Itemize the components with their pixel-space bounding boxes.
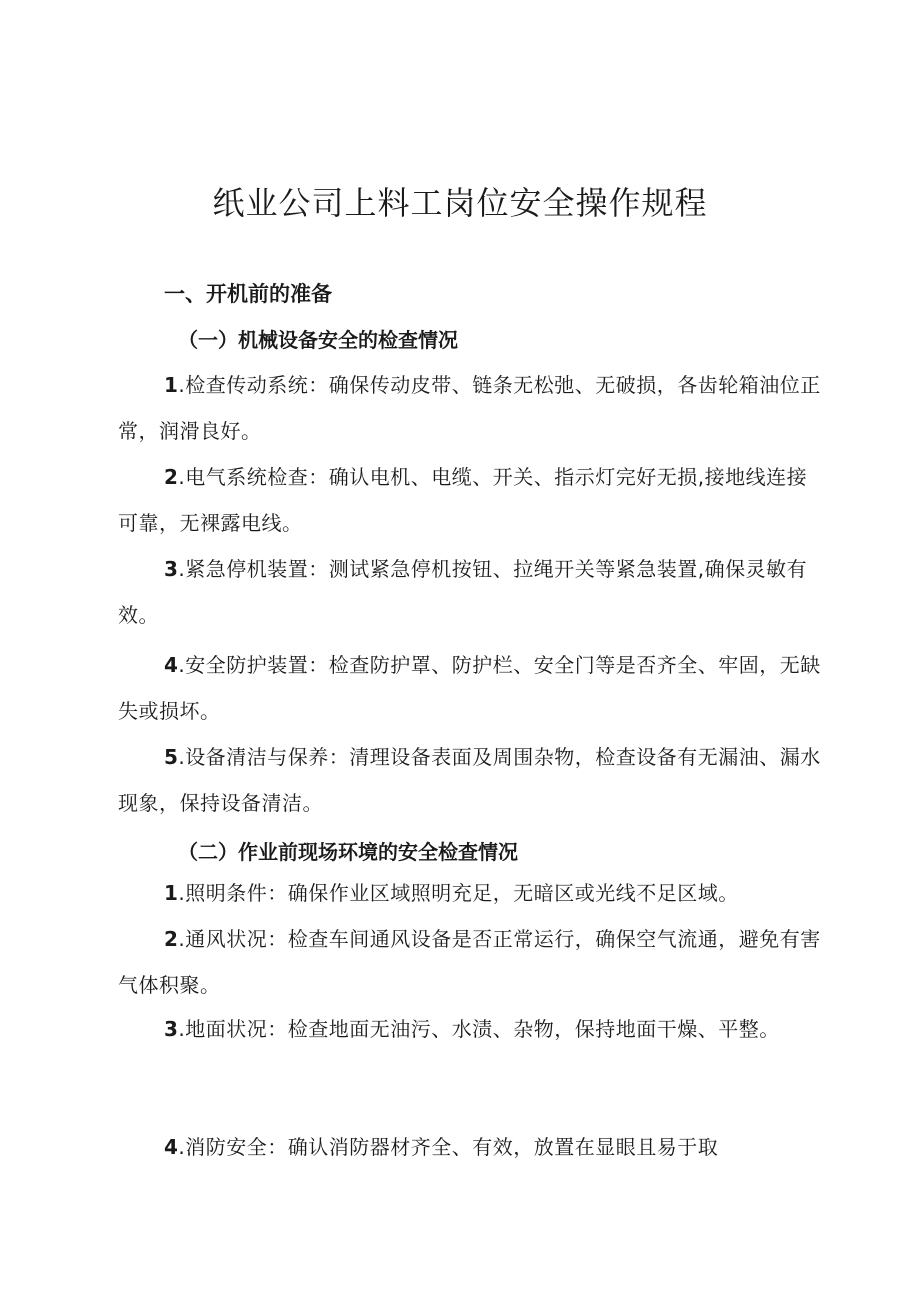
item-number: 5 <box>164 745 179 769</box>
subsection-heading-1: （一）机械设备安全的检查情况 <box>178 328 458 352</box>
paragraph-item <box>118 546 823 638</box>
item-number: 2 <box>164 927 179 951</box>
item-text: .检查传动系统：确保传动皮带、链条无松弛、无破损，各齿轮箱油位正常，润滑良好。 <box>118 373 821 443</box>
item-number: 1 <box>164 373 179 397</box>
item-text: .地面状况：检查地面无油污、水渍、杂物，保持地面干燥、平整。 <box>178 1017 780 1041</box>
item-number: 2 <box>164 465 179 489</box>
item-number: 3 <box>164 1017 179 1041</box>
section-heading-1: 一、开机前的准备 <box>164 282 332 306</box>
item-text: .消防安全：确认消防器材齐全、有效，放置在显眼且易于取 <box>178 1135 719 1159</box>
item-text: .电气系统检查：确认电机、电缆、开关、指示灯完好无损,接地线连接可靠，无裸露电线。 <box>118 465 808 535</box>
paragraph-item <box>118 916 823 1008</box>
item-text: .安全防护装置：检查防护罩、防护栏、安全门等是否齐全、牢固，无缺失或损坏。 <box>118 653 821 723</box>
document-title: 纸业公司上料工岗位安全操作规程 <box>212 184 708 222</box>
item-number: 4 <box>164 1135 179 1159</box>
paragraph-item <box>118 734 823 826</box>
paragraph-item <box>118 454 823 546</box>
paragraph-item <box>118 1124 823 1170</box>
paragraph-item <box>118 642 823 734</box>
subsection-heading-2: （二）作业前现场环境的安全检查情况 <box>178 840 518 864</box>
item-number: 4 <box>164 653 179 677</box>
paragraph-item <box>118 1006 823 1052</box>
paragraph-item <box>118 362 823 454</box>
item-text: .通风状况：检查车间通风设备是否正常运行，确保空气流通，避免有害气体积聚。 <box>118 927 821 997</box>
paragraph-item <box>118 870 823 916</box>
item-number: 3 <box>164 557 179 581</box>
item-number: 1 <box>164 881 179 905</box>
item-text: .紧急停机装置：测试紧急停机按钮、拉绳开关等紧急装置,确保灵敏有效。 <box>118 557 808 627</box>
item-text: .设备清洁与保养：清理设备表面及周围杂物，检查设备有无漏油、漏水现象，保持设备清洁。 <box>118 745 821 815</box>
item-text: .照明条件：确保作业区域照明充足，无暗区或光线不足区域。 <box>178 881 739 905</box>
